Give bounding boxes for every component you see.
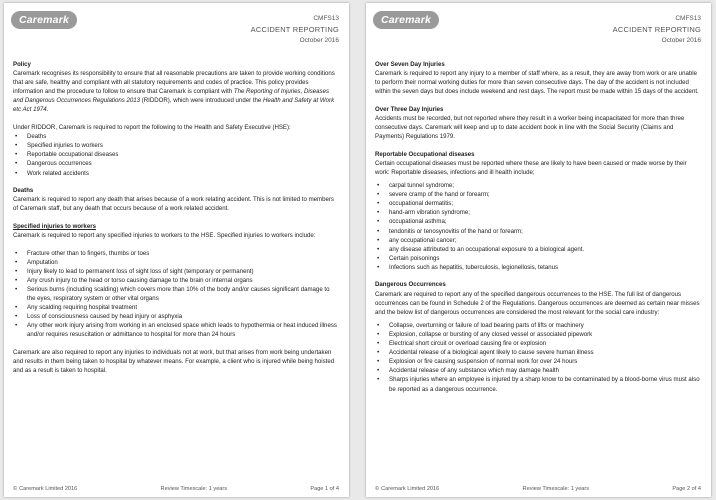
- list-item: • Deaths: [13, 132, 339, 141]
- copyright-icon: ©: [13, 486, 18, 492]
- footer-company: Caremark Limited 2016: [381, 486, 440, 492]
- logo-text: Caremark: [380, 14, 432, 26]
- doc-code: CMFS13: [313, 15, 339, 22]
- list-item: • any occupational cancer;: [375, 236, 701, 245]
- list-item: • Specified injuries to workers: [13, 141, 339, 150]
- list-item: • Serious burns (including scalding) which covers more than 10% of the body and/or causes significant damage to the eyes, respiratory system or other vital organs: [13, 285, 339, 303]
- riddor-list: [13, 132, 339, 177]
- list-item: • Explosion, collapse or bursting of any closed vessel or associated pipework: [375, 330, 701, 339]
- deaths-text: Caremark is required to report any death that arises because of a work relating accident. This is not limited to members of Caremark staff, but any death that occurs because of a work related accident.: [13, 196, 334, 213]
- list-item: • Amputation: [13, 258, 339, 267]
- list-item: • occupational dermatitis;: [375, 199, 701, 208]
- list-item: • Explosion or fire causing suspension of normal work for over 24 hours: [375, 357, 701, 366]
- list-item: • Work related accidents: [13, 169, 339, 178]
- list-item: • Accidental release of a biological agent likely to cause severe human illness: [375, 348, 701, 357]
- deaths-heading: Deaths: [13, 187, 34, 195]
- three-day-heading: Over Three Day Injuries: [375, 105, 444, 113]
- footer-page-number: Page 2 of 4: [672, 486, 701, 492]
- list-item: • Injury likely to lead to permanent loss of sight loss of sight (temporary or permanent): [13, 267, 339, 276]
- footer-review: Review Timescale: 1 years: [160, 486, 228, 492]
- list-item: • severe cramp of the hand or forearm;: [375, 190, 701, 199]
- doc-code: CMFS13: [675, 15, 701, 22]
- seven-day-heading: Over Seven Day Injuries: [375, 61, 445, 68]
- list-item: • carpal tunnel syndrome;: [375, 181, 701, 190]
- dangerous-occurrences-heading: Dangerous Occurrences: [375, 281, 446, 289]
- list-item: • Fracture other than to fingers, thumbs or toes: [13, 249, 339, 258]
- dangerous-occurrences-list: [375, 321, 701, 394]
- specified-injuries-heading: Specified injuries to workers: [13, 222, 96, 230]
- list-item: • Dangerous occurrences: [13, 159, 339, 168]
- footer-company: Caremark Limited 2016: [19, 486, 78, 492]
- list-item: • Any other work injury arising from working in an enclosed space which leads to hypothermia or heat induced illness and/or requires resuscitation or admittance to hospital for more than 24 hours: [13, 321, 339, 339]
- three-day-text: Accidents must be recorded, but not reported where they result in a worker being incapacitated for more than three consecutive days. Caremark will keep and up to date accident book in line with the Social Security (Claims and Payments) Regulations 1979.: [375, 114, 685, 141]
- footer-review: Review Timescale: 1 years: [522, 486, 590, 492]
- page-2-body: [375, 60, 701, 394]
- list-item: • occupational asthma;: [375, 217, 701, 226]
- diseases-heading: Reportable Occupational diseases: [375, 150, 475, 158]
- list-item: • tendonitis or tenosynovitis of the hand or forearm;: [375, 227, 701, 236]
- list-item: • Reportable occupational diseases: [13, 150, 339, 159]
- page-footer: [375, 486, 701, 492]
- dangerous-occurrences-intro: Caremark are required to report any of the specified dangerous occurrences to the HSE. The full list of dangerous occurrences can be found in Schedule 2 of the Regulations. Dangerous occurrences are deemed as certain near misses and the below list of dangerous occurrences are considered the most relevant for the social care industry:: [375, 290, 700, 316]
- closing-text: Caremark are also required to report any injuries to individuals not at work, but that arises from work being undertaken and results in them being taken to hospital by whatever means. For example, a client who is injured while being hoisted and as a result is taken to hospital.: [13, 349, 335, 375]
- riddor-intro: Under RIDDOR, Caremark is required to report the following to the Health and Safety Executive (HSE):: [13, 124, 291, 132]
- seven-day-text: Caremark is required to report any injury to a member of staff where, as a result, they are away from work or are unable to perform their normal working duties for more than seven consecutive days. The day of the accident is not included within the seven days but does include weekend and rest days. The report must be made within 15 days of the accident.: [375, 70, 699, 96]
- policy-text: Caremark recognises its responsibility to ensure that all reasonable precautions are taken to provide working conditions that are safe, healthy and compliant with all statutory requirements and codes of practice. This policy provides information and the procedure to follow to ensure that Caremark is compliant with The Reporting of Injuries, Diseases and Dangerous Occurrences Regulations 2013 (RIDDOR), which were introduced under the Health and Safety at Work etc Act 1974.: [13, 70, 335, 114]
- list-item: • hand-arm vibration syndrome;: [375, 208, 701, 217]
- list-item: • any disease attributed to an occupational exposure to a biological agent.: [375, 245, 701, 254]
- doc-date: October 2016: [299, 37, 339, 44]
- doc-title: ACCIDENT REPORTING: [250, 25, 339, 34]
- list-item: • Any scalding requiring hospital treatment: [13, 303, 339, 312]
- logo-text: Caremark: [18, 14, 70, 26]
- page-footer: [13, 486, 339, 492]
- copyright-icon: ©: [375, 486, 380, 492]
- list-item: • Infections such as hepatitis, tuberculosis, legionellosis, tetanus: [375, 263, 701, 272]
- policy-heading: Policy: [13, 61, 31, 68]
- page-header: [613, 13, 701, 46]
- list-item: • Loss of consciousness caused by head injury or asphyxia: [13, 312, 339, 321]
- doc-date: October 2016: [661, 37, 701, 44]
- list-item: • Any crush injury to the head or torso causing damage to the brain or internal organs: [13, 276, 339, 285]
- footer-page-number: Page 1 of 4: [310, 486, 339, 492]
- hsw-act-title: Health and Safety at Work etc Act 1974: [13, 97, 335, 114]
- caremark-logo: [373, 11, 439, 29]
- list-item: • Collapse, overturning or failure of load bearing parts of lifts or machinery: [375, 321, 701, 330]
- page-2: [366, 3, 711, 497]
- page-1: [4, 3, 349, 497]
- specified-injuries-intro: Caremark is required to report any specified injuries to workers to the HSE. Specified injuries to workers include:: [13, 232, 316, 239]
- list-item: • Sharps injuries where an employee is injured by a sharp know to be contaminated by a blood-borne virus must also be reported as a dangerous occurrence.: [375, 375, 701, 393]
- caremark-logo: [11, 11, 77, 29]
- riddor-regulation-title: The Reporting of Injuries, Diseases and Dangerous Occurrences Regulations 2013: [13, 88, 330, 105]
- diseases-list: [375, 181, 701, 272]
- list-item: • Certain poisonings: [375, 254, 701, 263]
- page-header: [251, 13, 339, 46]
- specified-injuries-list: [13, 249, 339, 340]
- page-1-body: [13, 60, 339, 375]
- diseases-intro: Certain occupational diseases must be reported where these are likely to have been caused or made worse by their work: Reportable diseases, infections and ill health include;: [375, 159, 687, 176]
- list-item: • Accidental release of any substance which may damage health: [375, 366, 701, 375]
- list-item: • Electrical short circuit or overload causing fire or explosion: [375, 339, 701, 348]
- doc-title: ACCIDENT REPORTING: [612, 25, 701, 34]
